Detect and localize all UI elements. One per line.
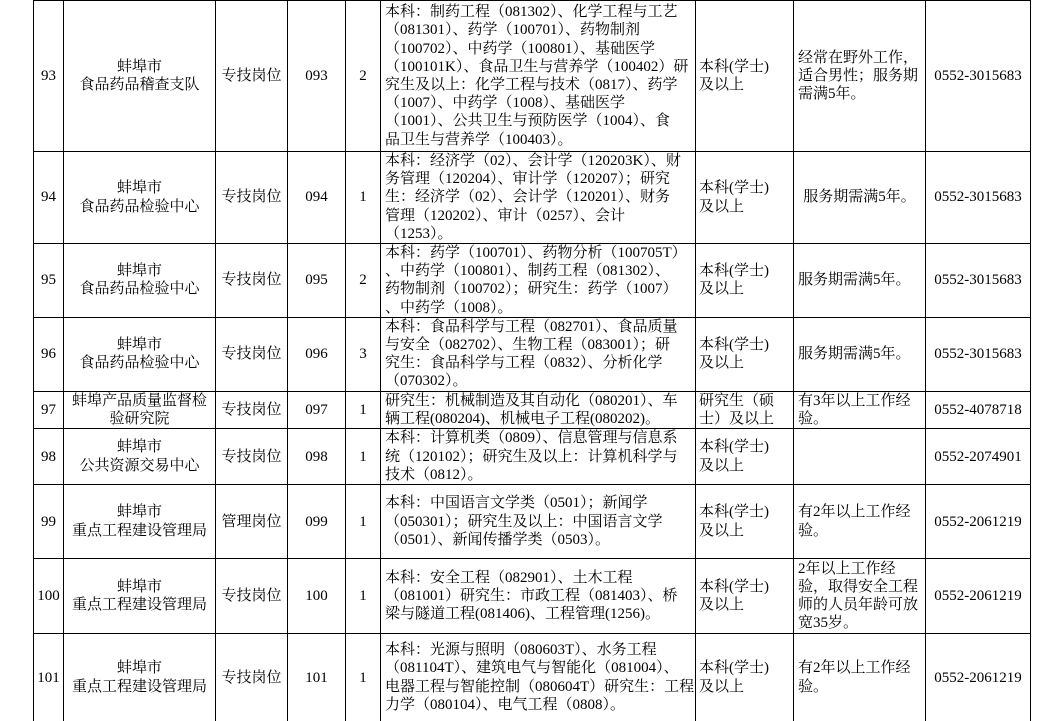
condition-line: 服务期需满5年。 xyxy=(798,346,911,363)
contact-phone: 0552-3015683 xyxy=(926,317,1031,391)
post-type: 专技岗位 xyxy=(216,152,288,244)
post-code: 099 xyxy=(288,485,346,559)
major-line: 本科：中国语言文学类（0501）；新闻学 xyxy=(385,495,648,512)
unit-name-line: 蚌埠市 xyxy=(116,504,162,521)
post-code: 093 xyxy=(288,1,346,152)
education-line: 本科(学士) xyxy=(699,660,769,677)
headcount: 2 xyxy=(346,244,381,318)
unit-name-line: 重点工程建设管理局 xyxy=(71,678,207,695)
major-line: 与安全（082702）、生物工程（083001）；研 xyxy=(385,337,671,354)
education-requirement xyxy=(696,485,794,559)
major-requirements xyxy=(381,429,696,485)
major-requirements xyxy=(381,634,696,721)
post-type: 专技岗位 xyxy=(216,244,288,318)
post-code: 098 xyxy=(288,429,346,485)
major-line: 、中药学（100801）、制药工程（081302）、 xyxy=(385,263,671,280)
condition-line: 服务期需满5年。 xyxy=(798,272,911,289)
unit-name xyxy=(64,485,216,559)
row-number: 94 xyxy=(34,152,64,244)
other-conditions xyxy=(794,429,926,485)
row-number: 99 xyxy=(34,485,64,559)
post-code: 097 xyxy=(288,391,346,428)
major-requirements xyxy=(381,152,696,244)
headcount: 1 xyxy=(346,429,381,485)
education-line: 及以上 xyxy=(699,457,745,474)
unit-name xyxy=(64,634,216,721)
major-line: 研究生：机械制造及其自动化（080201）、车 xyxy=(385,392,678,409)
table-row xyxy=(34,317,1031,391)
headcount: 1 xyxy=(346,559,381,634)
education-line: 本科(学士) xyxy=(699,180,769,197)
unit-name xyxy=(64,1,216,152)
condition-line: 师的人员年龄可放 xyxy=(798,597,919,614)
education-line: 研究生（硕 xyxy=(699,392,775,409)
row-number: 96 xyxy=(34,317,64,391)
major-line: 务管理（120204）、审计学（120207）；研究 xyxy=(385,171,671,188)
post-type: 管理岗位 xyxy=(216,485,288,559)
post-type: 专技岗位 xyxy=(216,1,288,152)
education-requirement xyxy=(696,429,794,485)
other-conditions xyxy=(794,634,926,721)
unit-name xyxy=(64,429,216,485)
other-conditions xyxy=(794,485,926,559)
row-number: 98 xyxy=(34,429,64,485)
post-code: 095 xyxy=(288,244,346,318)
table-row xyxy=(34,634,1031,721)
contact-phone: 0552-2074901 xyxy=(926,429,1031,485)
post-code: 100 xyxy=(288,559,346,634)
post-type: 专技岗位 xyxy=(216,391,288,428)
condition-line: 2年以上工作经 xyxy=(798,560,896,577)
recruitment-table xyxy=(33,0,1031,721)
post-type: 专技岗位 xyxy=(216,634,288,721)
education-line: 本科(学士) xyxy=(699,263,769,280)
headcount: 1 xyxy=(346,485,381,559)
table-row xyxy=(34,429,1031,485)
education-line: 及以上 xyxy=(699,597,745,614)
major-line: 管理（120202）、审计（0257）、会计 xyxy=(385,207,626,224)
unit-name-line: 蚌埠市 xyxy=(116,337,162,354)
unit-name-line: 食品药品稽查支队 xyxy=(79,77,200,93)
education-requirement xyxy=(696,152,794,244)
major-line: （1007）、中药学（1008）、基础医学 xyxy=(385,95,626,112)
row-number: 95 xyxy=(34,244,64,318)
unit-name-line: 食品药品检验中心 xyxy=(79,198,200,215)
condition-line: 验。 xyxy=(798,522,829,539)
major-line: （1001）、公共卫生与预防医学（1004）、食 xyxy=(385,113,671,130)
major-requirements xyxy=(381,1,696,152)
major-line: 本科：药学（100701）、药物分析（100705T） xyxy=(385,245,687,261)
contact-phone: 0552-2061219 xyxy=(926,634,1031,721)
major-line: 统（120102）；研究生及以上：计算机科学与 xyxy=(385,448,678,465)
row-number: 97 xyxy=(34,391,64,428)
major-line: （100702）、中药学（100801）、基础医学 xyxy=(385,40,656,57)
major-line: 本科：安全工程（082901）、土木工程 xyxy=(385,569,633,586)
major-requirements xyxy=(381,485,696,559)
table-row xyxy=(34,559,1031,634)
table-row xyxy=(34,391,1031,428)
unit-name xyxy=(64,391,216,428)
post-code: 101 xyxy=(288,634,346,721)
contact-phone: 0552-4078718 xyxy=(926,391,1031,428)
unit-name-line: 蚌埠市 xyxy=(116,263,162,280)
education-line: 及以上 xyxy=(699,198,745,215)
major-line: 究生及以上：化学工程与技术（0817）、药学 xyxy=(385,77,678,93)
education-requirement xyxy=(696,391,794,428)
major-line: 本科：制药工程（081302）、化学工程与工艺 xyxy=(385,4,678,21)
education-line: 本科(学士) xyxy=(699,337,769,354)
education-line: 本科(学士) xyxy=(699,58,769,75)
major-line: 品卫生与营养学（100403）。 xyxy=(385,131,573,148)
unit-name-line: 蚌埠市 xyxy=(116,439,162,456)
major-line: 辆工程(080204)、机械电子工程(080202)。 xyxy=(385,410,660,427)
education-line: 士）及以上 xyxy=(699,410,775,427)
condition-line: 验。 xyxy=(798,410,829,427)
condition-line: 有2年以上工作经 xyxy=(798,504,911,521)
major-requirements xyxy=(381,559,696,634)
post-type: 专技岗位 xyxy=(216,559,288,634)
row-number: 93 xyxy=(34,1,64,152)
other-conditions xyxy=(794,244,926,318)
unit-name xyxy=(64,559,216,634)
education-line: 及以上 xyxy=(699,77,745,93)
condition-line: 需满5年。 xyxy=(798,86,866,103)
education-requirement xyxy=(696,317,794,391)
major-requirements xyxy=(381,391,696,428)
table-row xyxy=(34,1,1031,152)
education-line: 及以上 xyxy=(699,281,745,298)
unit-name-line: 验研究院 xyxy=(109,410,170,427)
major-requirements xyxy=(381,317,696,391)
education-line: 本科(学士) xyxy=(699,578,769,595)
major-line: （081104T）、建筑电气与智能化（081004）、 xyxy=(385,660,679,677)
other-conditions xyxy=(794,1,926,152)
table-body xyxy=(34,1,1031,721)
condition-line: 验，取得安全工程 xyxy=(798,578,919,595)
row-number: 101 xyxy=(34,634,64,721)
education-line: 及以上 xyxy=(699,678,745,695)
major-line: 电器工程与智能控制（080604T）研究生：工程 xyxy=(385,678,695,695)
major-line: 本科：经济学（02）、会计学（120203K）、财 xyxy=(385,153,681,170)
major-line: 本科：食品科学与工程（082701）、食品质量 xyxy=(385,318,678,335)
major-line: 药物制剂（100702）；研究生：药学（1007） xyxy=(385,281,678,298)
condition-line: 有3年以上工作经 xyxy=(798,392,911,409)
major-line: （070302）。 xyxy=(385,373,468,390)
major-line: （1253）。 xyxy=(385,225,453,242)
major-line: （050301）；研究生及以上：中国语言文学 xyxy=(385,513,663,530)
education-requirement xyxy=(696,1,794,152)
contact-phone: 0552-3015683 xyxy=(926,1,1031,152)
major-line: （081001）研究生：市政工程（081403）、桥 xyxy=(385,588,678,605)
education-line: 及以上 xyxy=(699,355,745,372)
major-line: 力学（080104）、电气工程（0808）。 xyxy=(385,696,626,713)
other-conditions xyxy=(794,391,926,428)
contact-phone: 0552-3015683 xyxy=(926,244,1031,318)
other-conditions xyxy=(794,152,926,244)
condition-line: 验。 xyxy=(798,678,829,695)
education-line: 本科(学士) xyxy=(699,439,769,456)
unit-name-line: 重点工程建设管理局 xyxy=(71,597,207,614)
major-line: （081301）、药学（100701）、药物制剂 xyxy=(385,22,641,39)
unit-name-line: 蚌埠产品质量监督检 xyxy=(71,392,207,409)
unit-name xyxy=(64,244,216,318)
post-code: 096 xyxy=(288,317,346,391)
contact-phone: 0552-2061219 xyxy=(926,559,1031,634)
unit-name-line: 蚌埠市 xyxy=(116,180,162,197)
unit-name xyxy=(64,317,216,391)
row-number: 100 xyxy=(34,559,64,634)
unit-name-line: 蚌埠市 xyxy=(116,578,162,595)
major-line: 生：经济学（02）、会计学（120201）、财务 xyxy=(385,189,671,206)
contact-phone: 0552-2061219 xyxy=(926,485,1031,559)
major-line: 本科：计算机类（0809）、信息管理与信息系 xyxy=(385,430,678,447)
contact-phone: 0552-3015683 xyxy=(926,152,1031,244)
headcount: 3 xyxy=(346,317,381,391)
unit-name-line: 食品药品检验中心 xyxy=(79,281,200,298)
unit-name-line: 蚌埠市 xyxy=(116,58,162,75)
education-requirement xyxy=(696,634,794,721)
education-requirement xyxy=(696,559,794,634)
condition-line: 经常在野外工作， xyxy=(798,49,919,66)
unit-name-line: 重点工程建设管理局 xyxy=(71,522,207,539)
major-line: 技术（0812）。 xyxy=(385,466,483,483)
major-line: 梁与隧道工程(081406)、工程管理(1256)。 xyxy=(385,606,660,623)
unit-name xyxy=(64,152,216,244)
headcount: 1 xyxy=(346,391,381,428)
other-conditions xyxy=(794,559,926,634)
condition-line: 适合男性；服务期 xyxy=(798,67,919,84)
table-row xyxy=(34,152,1031,244)
condition-line: 有2年以上工作经 xyxy=(798,660,911,677)
major-line: （0501）、新闻传播学类（0503）。 xyxy=(385,531,611,548)
major-requirements xyxy=(381,244,696,318)
other-conditions xyxy=(794,317,926,391)
unit-name-line: 公共资源交易中心 xyxy=(79,457,200,474)
major-line: 、中药学（1008）。 xyxy=(385,299,513,316)
post-type: 专技岗位 xyxy=(216,317,288,391)
table-row xyxy=(34,244,1031,318)
education-requirement xyxy=(696,244,794,318)
education-line: 本科(学士) xyxy=(699,504,769,521)
unit-name-line: 食品药品检验中心 xyxy=(79,355,200,372)
post-code: 094 xyxy=(288,152,346,244)
major-line: 究生：食品科学与工程（0832）、分析化学 xyxy=(385,355,663,372)
condition-line: 宽35岁。 xyxy=(798,615,859,632)
headcount: 1 xyxy=(346,634,381,721)
unit-name-line: 蚌埠市 xyxy=(116,660,162,677)
headcount: 1 xyxy=(346,152,381,244)
major-line: （100101K）、食品卫生与营养学（100402）研 xyxy=(385,58,689,75)
headcount: 2 xyxy=(346,1,381,152)
post-type: 专技岗位 xyxy=(216,429,288,485)
condition-line: 服务期需满5年。 xyxy=(803,189,916,206)
education-line: 及以上 xyxy=(699,522,745,539)
table-row xyxy=(34,485,1031,559)
major-line: 本科：光源与照明（080603T）、水务工程 xyxy=(385,642,657,659)
